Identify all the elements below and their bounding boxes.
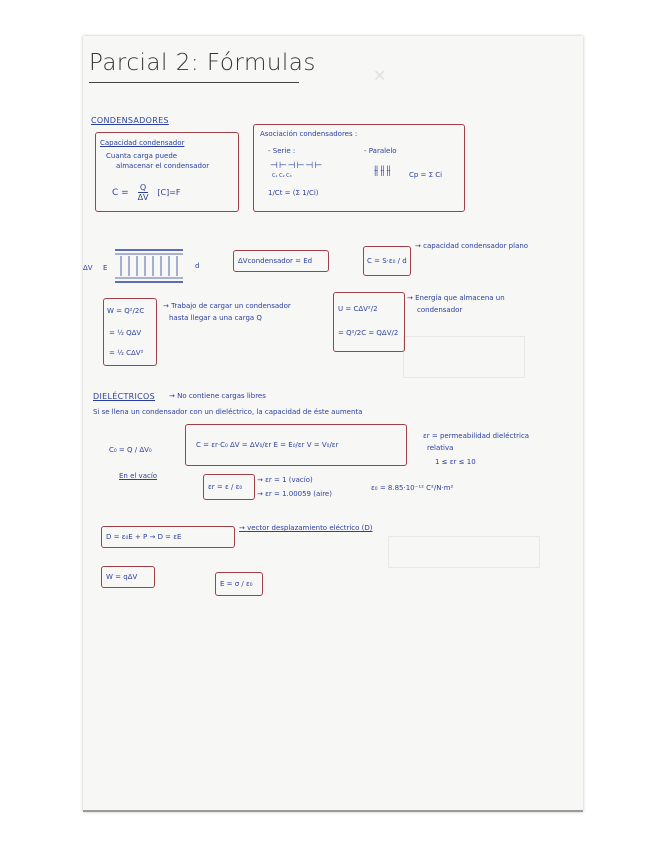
section-heading-condensadores: CONDENSADORES	[91, 116, 169, 125]
bleed-through-mark	[388, 536, 540, 568]
c0-note: En el vacío	[119, 472, 158, 480]
section-heading-dielectricos: DIELÉCTRICOS	[93, 392, 156, 401]
d-vector-note: → vector desplazamiento eléctrico (D)	[239, 524, 373, 532]
plates-d-label: d	[195, 262, 200, 270]
plates-dv-label: ΔV	[83, 264, 93, 272]
asociacion-heading: Asociación condensadores :	[260, 130, 358, 138]
energia-u1: U = CΔV²/2	[338, 305, 378, 313]
capacidad-formula-num: Q	[139, 183, 147, 192]
capacidad-formula	[112, 183, 181, 202]
asociacion-box	[253, 124, 465, 212]
dielectric-main-box	[185, 424, 407, 466]
capacidad-formula-unit: [C]=F	[157, 188, 181, 197]
er-vacio: → εr = 1 (vacío)	[257, 476, 313, 484]
bleed-through-mark: ✕	[373, 66, 387, 85]
capacidad-box	[95, 132, 239, 212]
c0-formula: C₀ = Q / ΔV₀	[109, 446, 152, 454]
asociacion-paralelo: - Paralelo	[364, 147, 397, 155]
trabajo-box	[103, 298, 157, 366]
c-plano-formula: C = S·ε₀ / d	[367, 257, 407, 265]
er-note-1: εr = permeabilidad dieléctrica	[423, 432, 530, 440]
w-qdv-formula: W = qΔV	[106, 573, 138, 581]
serie-caps-labels: C₁ C₂ C₃	[272, 173, 292, 179]
capacidad-formula-lhs: C =	[112, 188, 129, 198]
energia-u2: = Q²/2C = QΔV/2	[338, 329, 399, 337]
w-qdv-box	[101, 566, 155, 588]
asociacion-serie: - Serie :	[268, 147, 296, 155]
plates-e-label: E	[103, 264, 108, 272]
capacitor-plates-diagram	[113, 246, 193, 286]
capacidad-formula-den: ΔV	[137, 193, 149, 202]
dielectrico-intro: Si se llena un condensador con un dieléctrico, la capacidad de éste aumenta	[93, 408, 363, 416]
energia-note-1: → Energía que almacena un	[407, 294, 505, 302]
e-field-box	[215, 572, 263, 596]
title-underline	[89, 82, 299, 83]
paralelo-formula: Cp = Σ Ci	[409, 171, 443, 179]
er-range: 1 ≤ εr ≤ 10	[435, 458, 476, 466]
dielectricos-note: → No contiene cargas libres	[169, 392, 266, 400]
capacidad-desc-2: almacenar el condensador	[116, 162, 210, 170]
trabajo-note-2: hasta llegar a una carga Q	[169, 314, 262, 322]
d-vector-box	[101, 526, 235, 548]
er-note-2: relativa	[427, 444, 454, 452]
dielectric-main-formulas: C = εr·C₀ ΔV = ΔV₀/εr E = E₀/εr V = V₀/εr	[196, 441, 339, 449]
trabajo-w2: = ½ QΔV	[109, 329, 142, 337]
c-plano-note: → capacidad condensador plano	[415, 242, 529, 250]
vcond-formula: ΔVcondensador = Ed	[238, 257, 313, 265]
er-def: εr = ε / ε₀	[208, 483, 243, 491]
e-field-formula: E = σ / ε₀	[220, 580, 253, 588]
energia-note-2: condensador	[417, 306, 463, 314]
c-plano-box	[363, 246, 411, 276]
capacidad-heading: Capacidad condensador	[100, 139, 185, 147]
paralelo-capacitors-icon: ⫲⫲⫲	[374, 163, 393, 178]
e0-constant: ε₀ = 8.85·10⁻¹² C²/N·m²	[371, 484, 454, 492]
bleed-through-mark	[403, 336, 525, 378]
serie-formula: 1/Ct = (Σ 1/Ci)	[268, 189, 319, 197]
trabajo-note-1: → Trabajo de cargar un condensador	[163, 302, 291, 310]
serie-capacitors-icon: ⊣⊢⊣⊢⊣⊢	[270, 161, 324, 171]
trabajo-w1: W = Q²/2C	[107, 307, 145, 315]
capacidad-desc-1: Cuanta carga puede	[106, 152, 178, 160]
er-def-box	[203, 474, 255, 500]
trabajo-w3: = ½ CΔV²	[109, 349, 144, 357]
d-vector-formula: D = ε₀E + P → D = εE	[106, 533, 182, 541]
er-aire: → εr = 1.00059 (aire)	[257, 490, 332, 498]
energia-box	[333, 292, 405, 352]
notebook-page	[83, 36, 583, 812]
vcond-box	[233, 250, 329, 272]
page-title: Parcial 2: Fórmulas	[89, 50, 316, 76]
